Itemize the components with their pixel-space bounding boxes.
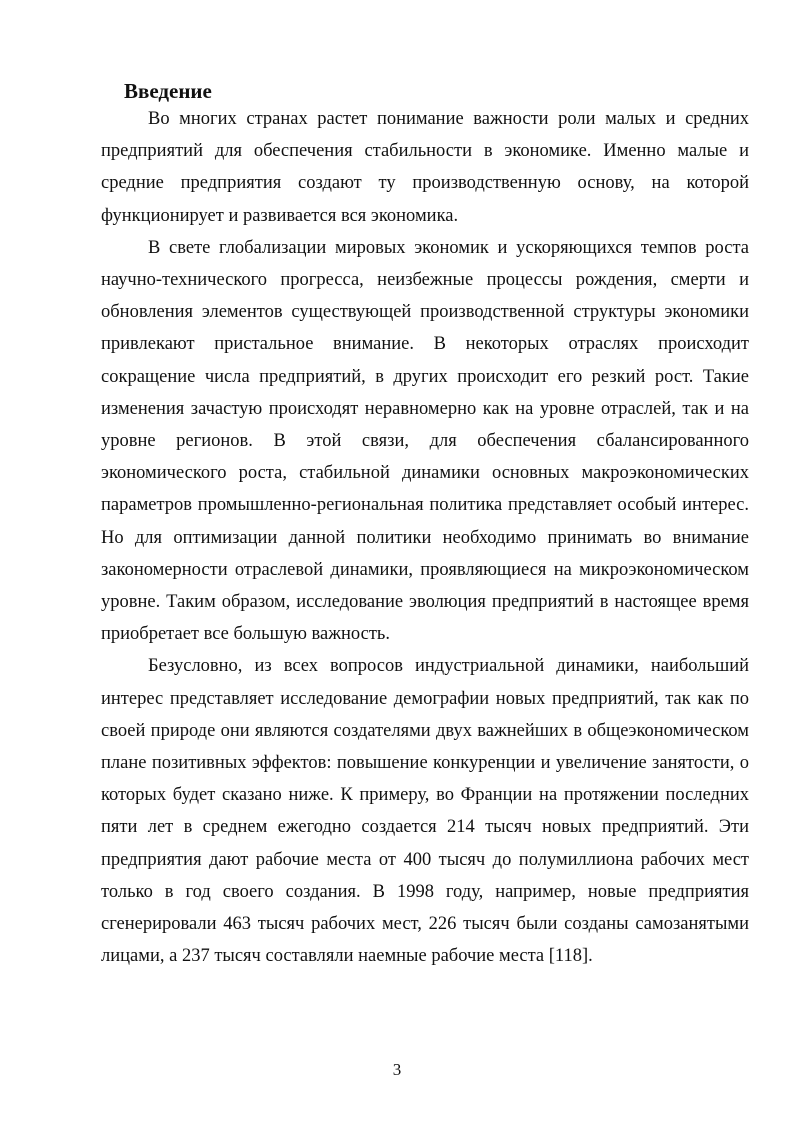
paragraph-3: Безусловно, из всех вопросов индустриальной динамики, наибольший интерес представляет исследование демографии новых предприятий, так как по своей природе они являются создателями двух важнейших в общеэкономическом плане позитивных эффектов: повышение конкуренции и увеличение занятости, о которых будет сказано ниже. К примеру, во Франции на протяжении последних пяти лет в среднем ежегодно создается 214 тысяч новых предприятий. Эти предприятия дают рабочие места от 400 тысяч до полумиллиона рабочих мест только в год своего создания. В 1998 году, например, новые предприятия сгенерировали 463 тысяч рабочих мест, 226 тысяч были созданы самозанятыми лицами, а 237 тысяч составляли наемные рабочие места [118]. bbox=[101, 656, 749, 967]
paragraph-1: Во многих странах растет понимание важности роли малых и средних предприятий для обеспечения стабильности в экономике. Именно малые и средние предприятия создают ту производственную основу, на которой функционирует и развивается вся экономика. bbox=[101, 109, 749, 226]
body-text bbox=[101, 103, 749, 972]
page-number: 3 bbox=[392, 1060, 402, 1079]
paragraph-2: В свете глобализации мировых экономик и ускоряющихся темпов роста научно-технического прогресса, неизбежные процессы рождения, смерти и обновления элементов существующей производственной структуры экономики привлекают пристальное внимание. В некоторых отраслях происходит сокращение числа предприятий, в других происходит его резкий рост. Такие изменения зачастую происходят неравномерно как на уровне отраслей, так и на уровне регионов. В этой связи, для обеспечения сбалансированного экономического роста, стабильной динамики основных макроэкономических параметров промышленно-региональная политика представляет особый интерес. Но для оптимизации данной политики необходимо принимать во внимание закономерности отраслевой динамики, проявляющиеся на микроэкономическом уровне. Таким образом, исследование эволюция предприятий в настоящее время приобретает все большую важность. bbox=[101, 237, 749, 645]
section-heading: Введение bbox=[124, 79, 212, 103]
